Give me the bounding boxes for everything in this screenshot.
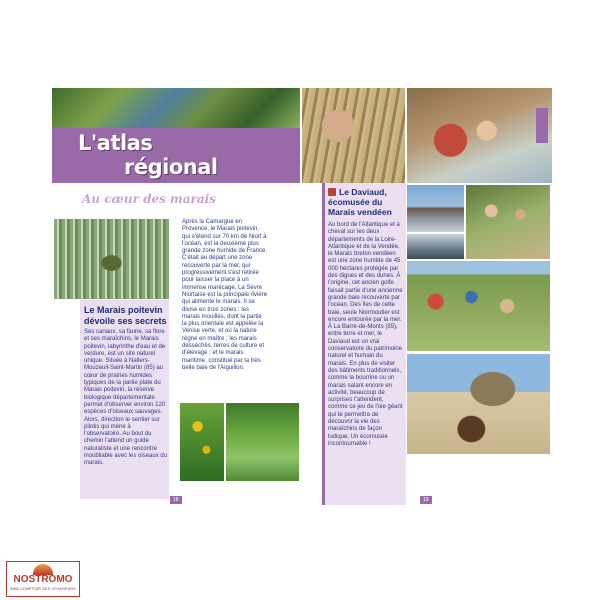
title-line-2: régional bbox=[124, 155, 218, 179]
thatched-house-photo bbox=[407, 185, 464, 232]
logo-tagline: WEB COMPTOIR DES VOYAGEURS bbox=[10, 587, 76, 591]
marais-poitevin-heading: Le Marais poitevin dévoile ses secrets bbox=[84, 305, 167, 326]
logo-name: NOSTROMO bbox=[13, 574, 73, 585]
daviaud-text: Au bord de l'Atlantique et à cheval sur les deux départements de la Loire-Atlantique et de la Vendée, le Marais breton vendéen est une zone humide de 45 000 hectares protégée par des digues et des dunes. À l'origine, cet ancien golfe faisait partie d'une ancienne grande baie recouverte par l'océan. Des îles de cette baie, seule Noirmoutier est encore entourée par la mer. À La Barre-de-Monts (85), entre terre et mer, le Daviaud est un vrai conservatoire du patrimoine naturel et humain du marais. En plus de visiter des bâtiments traditionnels, comme la bourrine ou un marais salant encore en activité, beaucoup de surprises t'attendent, comme ce jeu de l'oie géant qui te permettra de découvrir la vie des maraîchins de façon ludique. Un écomusée incontournable ! bbox=[328, 222, 403, 447]
green-canal-photo bbox=[226, 403, 299, 481]
aerial-marsh-photo bbox=[52, 88, 300, 128]
daviaud-heading: Le Daviaud, écomusée du Marais vendéen bbox=[328, 187, 392, 217]
yellow-iris-photo bbox=[180, 403, 224, 481]
title-line-1: L'atlas bbox=[78, 131, 153, 155]
page-number-right: 19 bbox=[420, 496, 432, 504]
page-number-left: 18 bbox=[170, 496, 182, 504]
side-tab-marker bbox=[536, 108, 548, 143]
panel-accent-bar bbox=[322, 183, 325, 505]
magazine-spread bbox=[52, 88, 552, 513]
horse-cart-photo bbox=[407, 354, 550, 454]
title-band bbox=[52, 128, 300, 183]
marais-poitevin-text: Ses canaux, sa faune, sa flore et ses maraîchins, le Marais poitevin, labyrinthe d'eau et de verdure, est un site naturel unique. Située à Nallers-Mouzeuil-Saint-Martin (85) au cœur de prairies humides typiques de la partie plate du Marais poitevin, la réserve biologique départementale permet d'observer environ 120 espèces d'oiseaux sauvages. Alors, direction le sentier sur pilotis qui mène à l'observatoire. Au bout du chemin l'attend un guide naturaliste et une rencontre inoubliable avec les oiseaux du marais. bbox=[84, 329, 168, 467]
section-subhead: Au cœur des marais bbox=[82, 192, 216, 206]
intro-article-text: Après la Camargue en Provence, le Marais poitevin, qui s'étend sur 70 km de Niort à l'océan, est la deuxième plus grande zone humide de France. C'était au départ une zone recouverte par la mer, qui progressivement s'est retirée pour laisser la place à un immense marécage. La Sèvre Niortaise est la principale rivière qui alimente le marais. Il se divise en trois zones : les marais mouillés, dont la partie la plus orientale est appelée la Venise verte, et où la nature règne en maître ; les marais desséchés, terres de culture et d'élevage ; et le marais maritime, constitué par la très belle baie de l'Aiguillon. bbox=[182, 219, 268, 371]
heron-marsh-photo bbox=[54, 219, 169, 299]
children-museum-photo bbox=[407, 88, 552, 183]
nostromo-logo[interactable] bbox=[6, 561, 80, 597]
salt-marsh-photo bbox=[407, 234, 464, 259]
visitors-photo bbox=[466, 185, 550, 259]
page-title bbox=[78, 131, 218, 179]
hands-weaving-photo bbox=[302, 88, 405, 183]
group-visit-photo bbox=[407, 261, 550, 351]
